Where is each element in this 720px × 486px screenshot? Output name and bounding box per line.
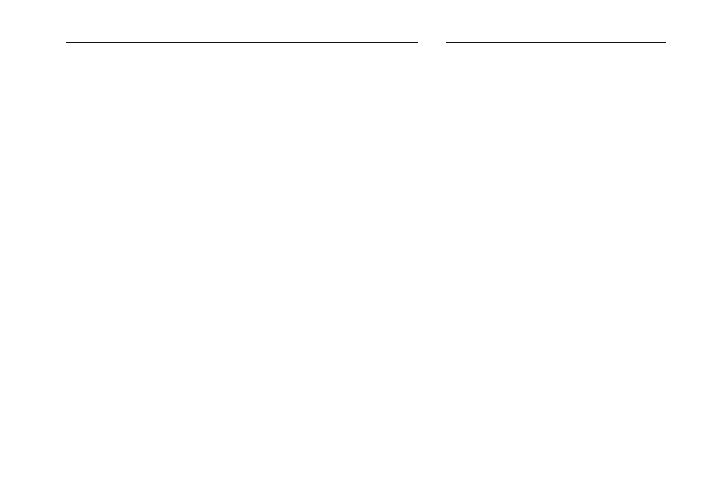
date-field[interactable]	[446, 31, 666, 43]
name-field[interactable]	[66, 31, 418, 43]
name-date-row	[34, 29, 714, 47]
